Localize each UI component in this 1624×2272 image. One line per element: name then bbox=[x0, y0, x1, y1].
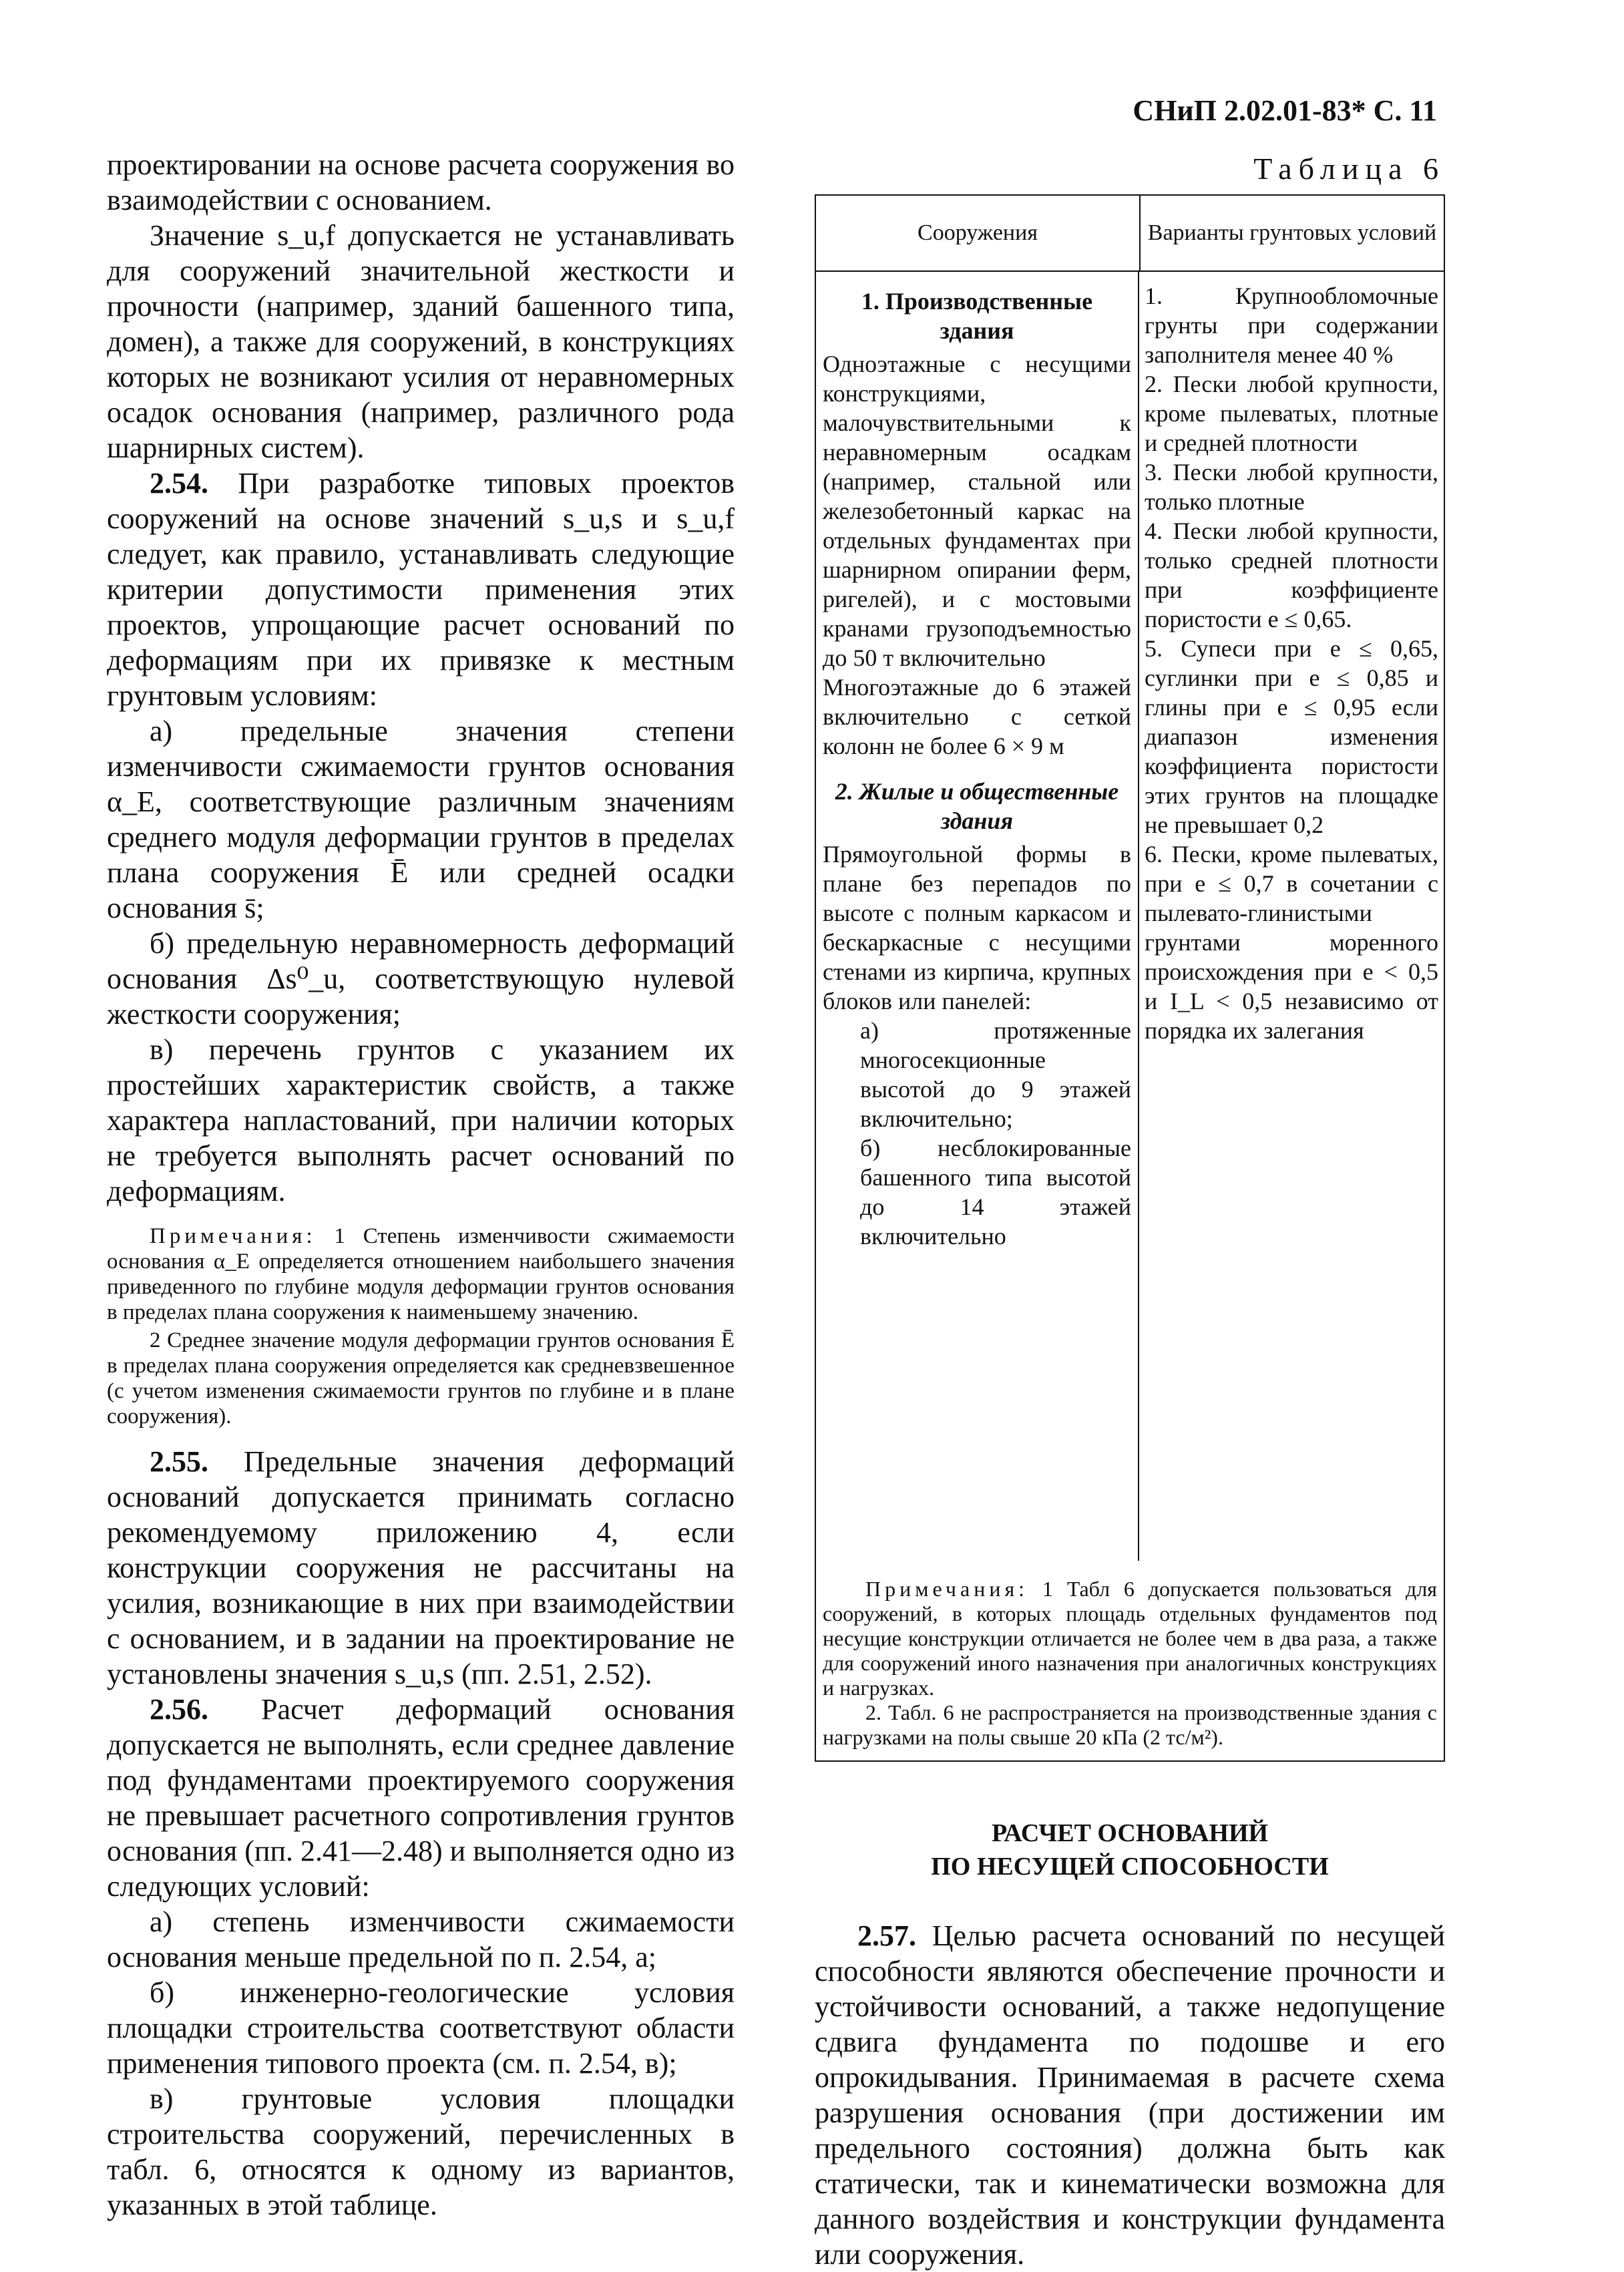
list-item: а) степень изменчивости сжимаемости основания меньше предельной по п. 2.54, а; bbox=[107, 1905, 735, 1973]
paragraph-2-57 bbox=[815, 1918, 1445, 2272]
clause-number: 2.54. bbox=[150, 467, 208, 500]
cell-text: б) несблокированные башенного типа высотой до 14 этажей включительно bbox=[860, 1135, 1131, 1250]
note: 2 Среднее значение модуля деформации грунтов основания Ē в пределах плана сооружения определяется как средневзвешенное (с учетом изменения сжимаемости грунтов по глубине и в плане сооружения). bbox=[107, 1328, 735, 1429]
column-header: Варианты грунтовых условий bbox=[1147, 220, 1437, 245]
paragraph-text: Предельные значения деформаций оснований допускается принимать согласно рекомендуемому приложению 4, если конструкции сооружения не рассчитаны на усилия, возникающие в них при взаимодействии с основанием, и в задании на проектирование не установлены значения s_u,s (пп. 2.51, 2.52). bbox=[107, 1445, 735, 1690]
note-text: 1 Степень изменчивости сжимаемости основания α_E определяется отношением наибольшего значения приведенного по глубине модуля деформации грунтов основания в пределах плана сооружения к наименьшему значению. bbox=[107, 1224, 735, 1324]
list-item: а) предельные значения степени изменчивости сжимаемости грунтов основания α_E, соответствующие различным значениям среднего модуля деформации грунтов в пределах плана сооружения Ē или средней осадки основания s̄; bbox=[107, 715, 735, 924]
heading-line: РАСЧЕТ ОСНОВАНИЙ bbox=[991, 1819, 1269, 1847]
cell-text: Одноэтажные с несущими конструкциями, малочувствительными к неравномерным осадкам (например, стальной или железобетонный каркас на отдельных фундаментах при шарнирном опирании ферм, ригелей), и с мостовыми кранами грузоподъемностью до 50 т включительно bbox=[823, 351, 1131, 671]
paragraph-2-55 bbox=[107, 1444, 735, 1692]
list-item: б) предельную неравномерность деформаций основания Δs⁰_u, соответствующую нулевой жесткости сооружения; bbox=[107, 927, 735, 1030]
table-header-row bbox=[816, 196, 1444, 272]
clause-number: 2.57. bbox=[857, 1919, 916, 1952]
variant-item: 5. Супеси при e ≤ 0,65, суглинки при e ≤ 0,85 и глины при e ≤ 0,95 если диапазон изменения коэффициента пористости этих грунтов на площадке не превышает 0,2 bbox=[1145, 635, 1438, 838]
list-item: в) грунтовые условия площадки строительства сооружений, перечисленных в табл. 6, относятся к одному из вариантов, указанных в этой таблице. bbox=[107, 2082, 735, 2221]
note: 2. Табл. 6 не распространяется на производственные здания с нагрузками на полы свыше 20 кПа (2 тс/м²). bbox=[823, 1700, 1437, 1749]
note-label: Примечания: bbox=[865, 1577, 1029, 1601]
clause-number: 2.56. bbox=[150, 1693, 208, 1726]
paragraph-text: Расчет деформаций основания допускается не выполнять, если среднее давление под фундаментами проектируемого сооружения не превышает расчетного сопротивления грунтов основания (пп. 2.41—2.48) и выполняется одно из следующих условий: bbox=[107, 1693, 735, 1903]
page-header: СНиП 2.02.01-83* С. 11 bbox=[1133, 94, 1437, 127]
note-text: 1 Табл 6 допускается пользоваться для сооружений, в которых площадь отдельных фундаментов под несущие конструкции отличается не более чем в два раза, а также для сооружений иного назначения при аналогичных конструкциях и нагрузках. bbox=[823, 1577, 1437, 1700]
note bbox=[107, 1223, 735, 1325]
heading-line: ПО НЕСУЩЕЙ СПОСОБНОСТИ bbox=[931, 1853, 1329, 1881]
column-header: Сооружения bbox=[816, 196, 1141, 270]
section-heading bbox=[815, 1817, 1445, 1883]
table-6 bbox=[815, 194, 1445, 1762]
paragraph-2-54 bbox=[107, 465, 735, 713]
table-body bbox=[816, 272, 1444, 1561]
table-title: Таблица 6 bbox=[1253, 152, 1445, 186]
structures-cell bbox=[816, 272, 1139, 1561]
paragraph-2-56 bbox=[107, 1692, 735, 1904]
paragraph-text: При разработке типовых проектов сооружений на основе значений s_u,s и s_u,f следует, как правило, устанавливать следующие критерии допустимости применения этих проектов, упрощающие расчет оснований по деформациям при их привязке к местным грунтовым условиям: bbox=[107, 467, 735, 712]
variant-item: 6. Пески, кроме пылеватых, при e ≤ 0,7 в сочетании с пылевато-глинистыми грунтами моренного происхождения при e < 0,5 и I_L < 0,5 независимо от порядка их залегания bbox=[1145, 841, 1438, 1044]
soil-variants-cell bbox=[1139, 272, 1444, 1561]
note bbox=[823, 1577, 1437, 1700]
right-column bbox=[815, 147, 1445, 2272]
paragraph: Значение s_u,f допускается не устанавливать для сооружений значительной жесткости и прочности (например, зданий башенного типа, домен), а также для сооружений, в конструкциях которых не возникают усилия от неравномерных осадок основания (например, различного рода шарнирных систем). bbox=[107, 219, 735, 464]
cell-text: Многоэтажные до 6 этажей включительно с сеткой колонн не более 6 × 9 м bbox=[823, 674, 1131, 759]
note-label: Примечания: bbox=[150, 1224, 317, 1248]
list-item: в) перечень грунтов с указанием их простейших характеристик свойств, а также характера напластований, при наличии которых не требуется выполнять расчет оснований по деформациям. bbox=[107, 1033, 735, 1207]
cell-text: Прямоугольной формы в плане без перепадов по высоте с полным каркасом и бескаркасные с несущими стенами из кирпича, крупных блоков или панелей: bbox=[823, 841, 1131, 1014]
list-item: б) инженерно-геологические условия площадки строительства соответствуют области применения типового проекта (см. п. 2.54, в); bbox=[107, 1976, 735, 2080]
paragraph: проектировании на основе расчета сооружения во взаимодействии с основанием. bbox=[107, 148, 735, 216]
section-heading: 2. Жилые и общественные здания bbox=[835, 778, 1119, 834]
variant-item: 3. Пески любой крупности, только плотные bbox=[1145, 459, 1438, 515]
left-column bbox=[107, 147, 735, 2223]
variant-item: 2. Пески любой крупности, кроме пылеватых, плотные и средней плотности bbox=[1145, 371, 1438, 456]
variant-item: 4. Пески любой крупности, только средней плотности при коэффициенте пористости e ≤ 0,65. bbox=[1145, 518, 1438, 632]
cell-text: а) протяженные многосекционные высотой до 9 этажей включительно; bbox=[860, 1017, 1131, 1132]
table-notes bbox=[816, 1561, 1444, 1760]
section-heading: 1. Производственные здания bbox=[861, 288, 1093, 344]
clause-number: 2.55. bbox=[150, 1445, 208, 1478]
paragraph-text: Целью расчета оснований по несущей способности являются обеспечение прочности и устойчивости оснований, а также недопущение сдвига фундамента по подошве и его опрокидывания. Принимаемая в расчете схема разрушения основания (при достижении им предельного состояния) должна быть как статически, так и кинематически возможна для данного воздействия и конструкции фундамента или сооружения. bbox=[815, 1919, 1445, 2271]
variant-item: 1. Крупнообломочные грунты при содержании заполнителя менее 40 % bbox=[1145, 282, 1438, 368]
